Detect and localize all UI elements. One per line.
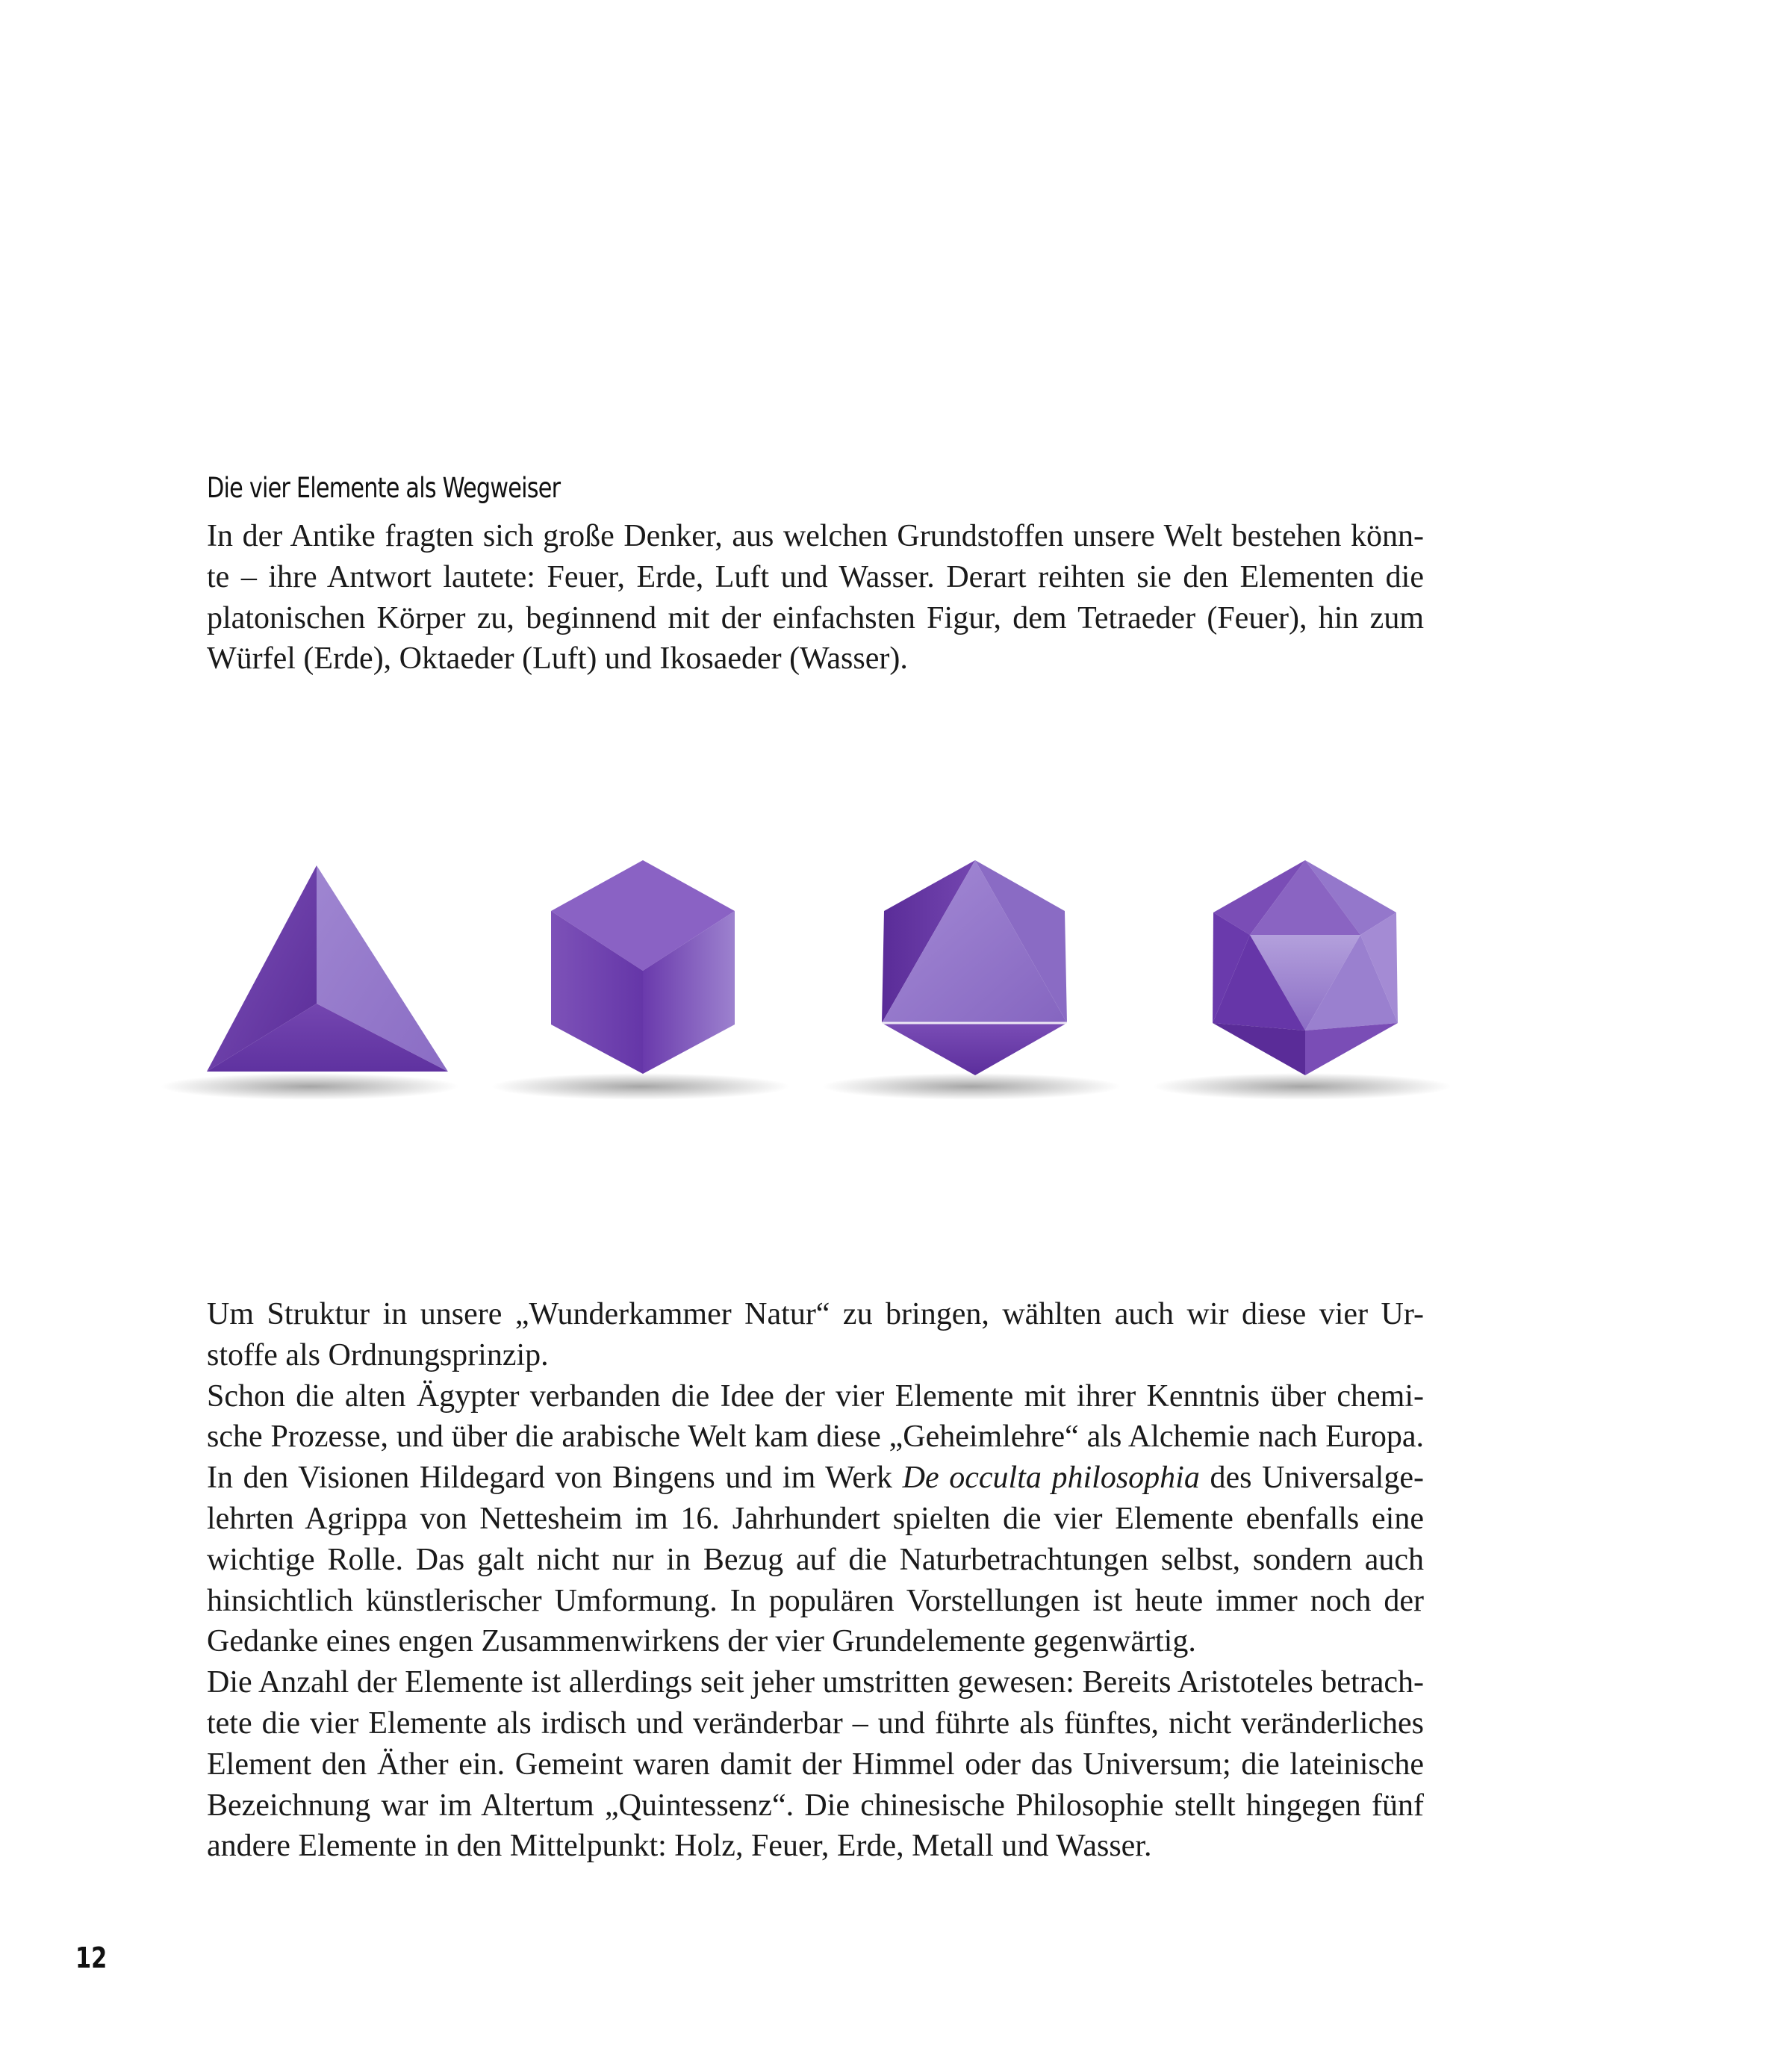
intro-line: platonischen Körper zu, beginnend mit der einfachsten Figur, dem Tetraeder (Feuer), hin zum xyxy=(207,600,1424,635)
body-text: des Universalge- xyxy=(1199,1461,1424,1496)
intro-line: In der Antike fragten sich große Denker, aus welchen Grundstoffen unsere Welt bestehen könn- xyxy=(207,519,1424,553)
body-line: Gedanke eines engen Zusammenwirkens der vier Grundelemente gegenwärtig. xyxy=(207,1624,1196,1659)
body-line: lehrten Agrippa von Nettesheim im 16. Jahrhundert spielten die vier Elemente ebenfalls eine xyxy=(207,1501,1424,1536)
octahedron-icon xyxy=(807,844,1136,1128)
page-number: 12 xyxy=(75,1941,108,1974)
intro-line: Würfel (Erde), Oktaeder (Luft) und Ikosaeder (Wasser). xyxy=(207,641,908,677)
body-line: Element den Äther ein. Gemeint waren damit der Himmel oder das Universum; die lateinische xyxy=(207,1747,1424,1782)
icosahedron-icon xyxy=(1138,844,1466,1128)
intro-line: te – ihre Antwort lautete: Feuer, Erde, Luft und Wasser. Derart reihten sie den Elementen die xyxy=(207,559,1424,594)
body-text: In den Visionen Hildegard von Bingens und im Werk xyxy=(207,1461,903,1496)
body-line: sche Prozesse, und über die arabische Welt kam diese „Geheimlehre“ als Alchemie nach Europa. xyxy=(207,1420,1424,1455)
body-line: wichtige Rolle. Das galt nicht nur in Bezug auf die Naturbetrachtungen selbst, sondern auch xyxy=(207,1542,1424,1577)
body-line: andere Elemente in den Mittelpunkt: Holz, Feuer, Erde, Metall und Wasser. xyxy=(207,1829,1152,1864)
body-paragraph xyxy=(207,1294,1424,1867)
tetrahedron-icon xyxy=(146,844,474,1128)
body-line: Die Anzahl der Elemente ist allerdings seit jeher umstritten gewesen: Bereits Aristoteles betrach- xyxy=(207,1665,1424,1700)
body-line: Schon die alten Ägypter verbanden die Idee der vier Elemente mit ihrer Kenntnis über chemi- xyxy=(207,1378,1424,1414)
body-line: stoffe als Ordnungsprinzip. xyxy=(207,1337,549,1372)
platonic-solids-illustration xyxy=(146,844,1467,1128)
body-line xyxy=(207,1458,1424,1499)
intro-paragraph xyxy=(207,516,1424,680)
book-title: De occulta philosophia xyxy=(902,1461,1200,1496)
body-line: tete die vier Elemente als irdisch und veränderbar – und führte als fünftes, nicht veränderliches xyxy=(207,1706,1424,1741)
section-heading: Die vier Elemente als Wegweiser xyxy=(207,472,561,504)
body-line: Bezeichnung war im Altertum „Quintessenz“. Die chinesische Philosophie stellt hingegen fünf xyxy=(207,1788,1424,1823)
cube-icon xyxy=(476,844,805,1128)
body-line: hinsichtlich künstlerischer Umformung. In populären Vorstellungen ist heute immer noch der xyxy=(207,1583,1424,1618)
body-line: Um Struktur in unsere „Wunderkammer Natur“ zu bringen, wählten auch wir diese vier Ur- xyxy=(207,1297,1424,1331)
